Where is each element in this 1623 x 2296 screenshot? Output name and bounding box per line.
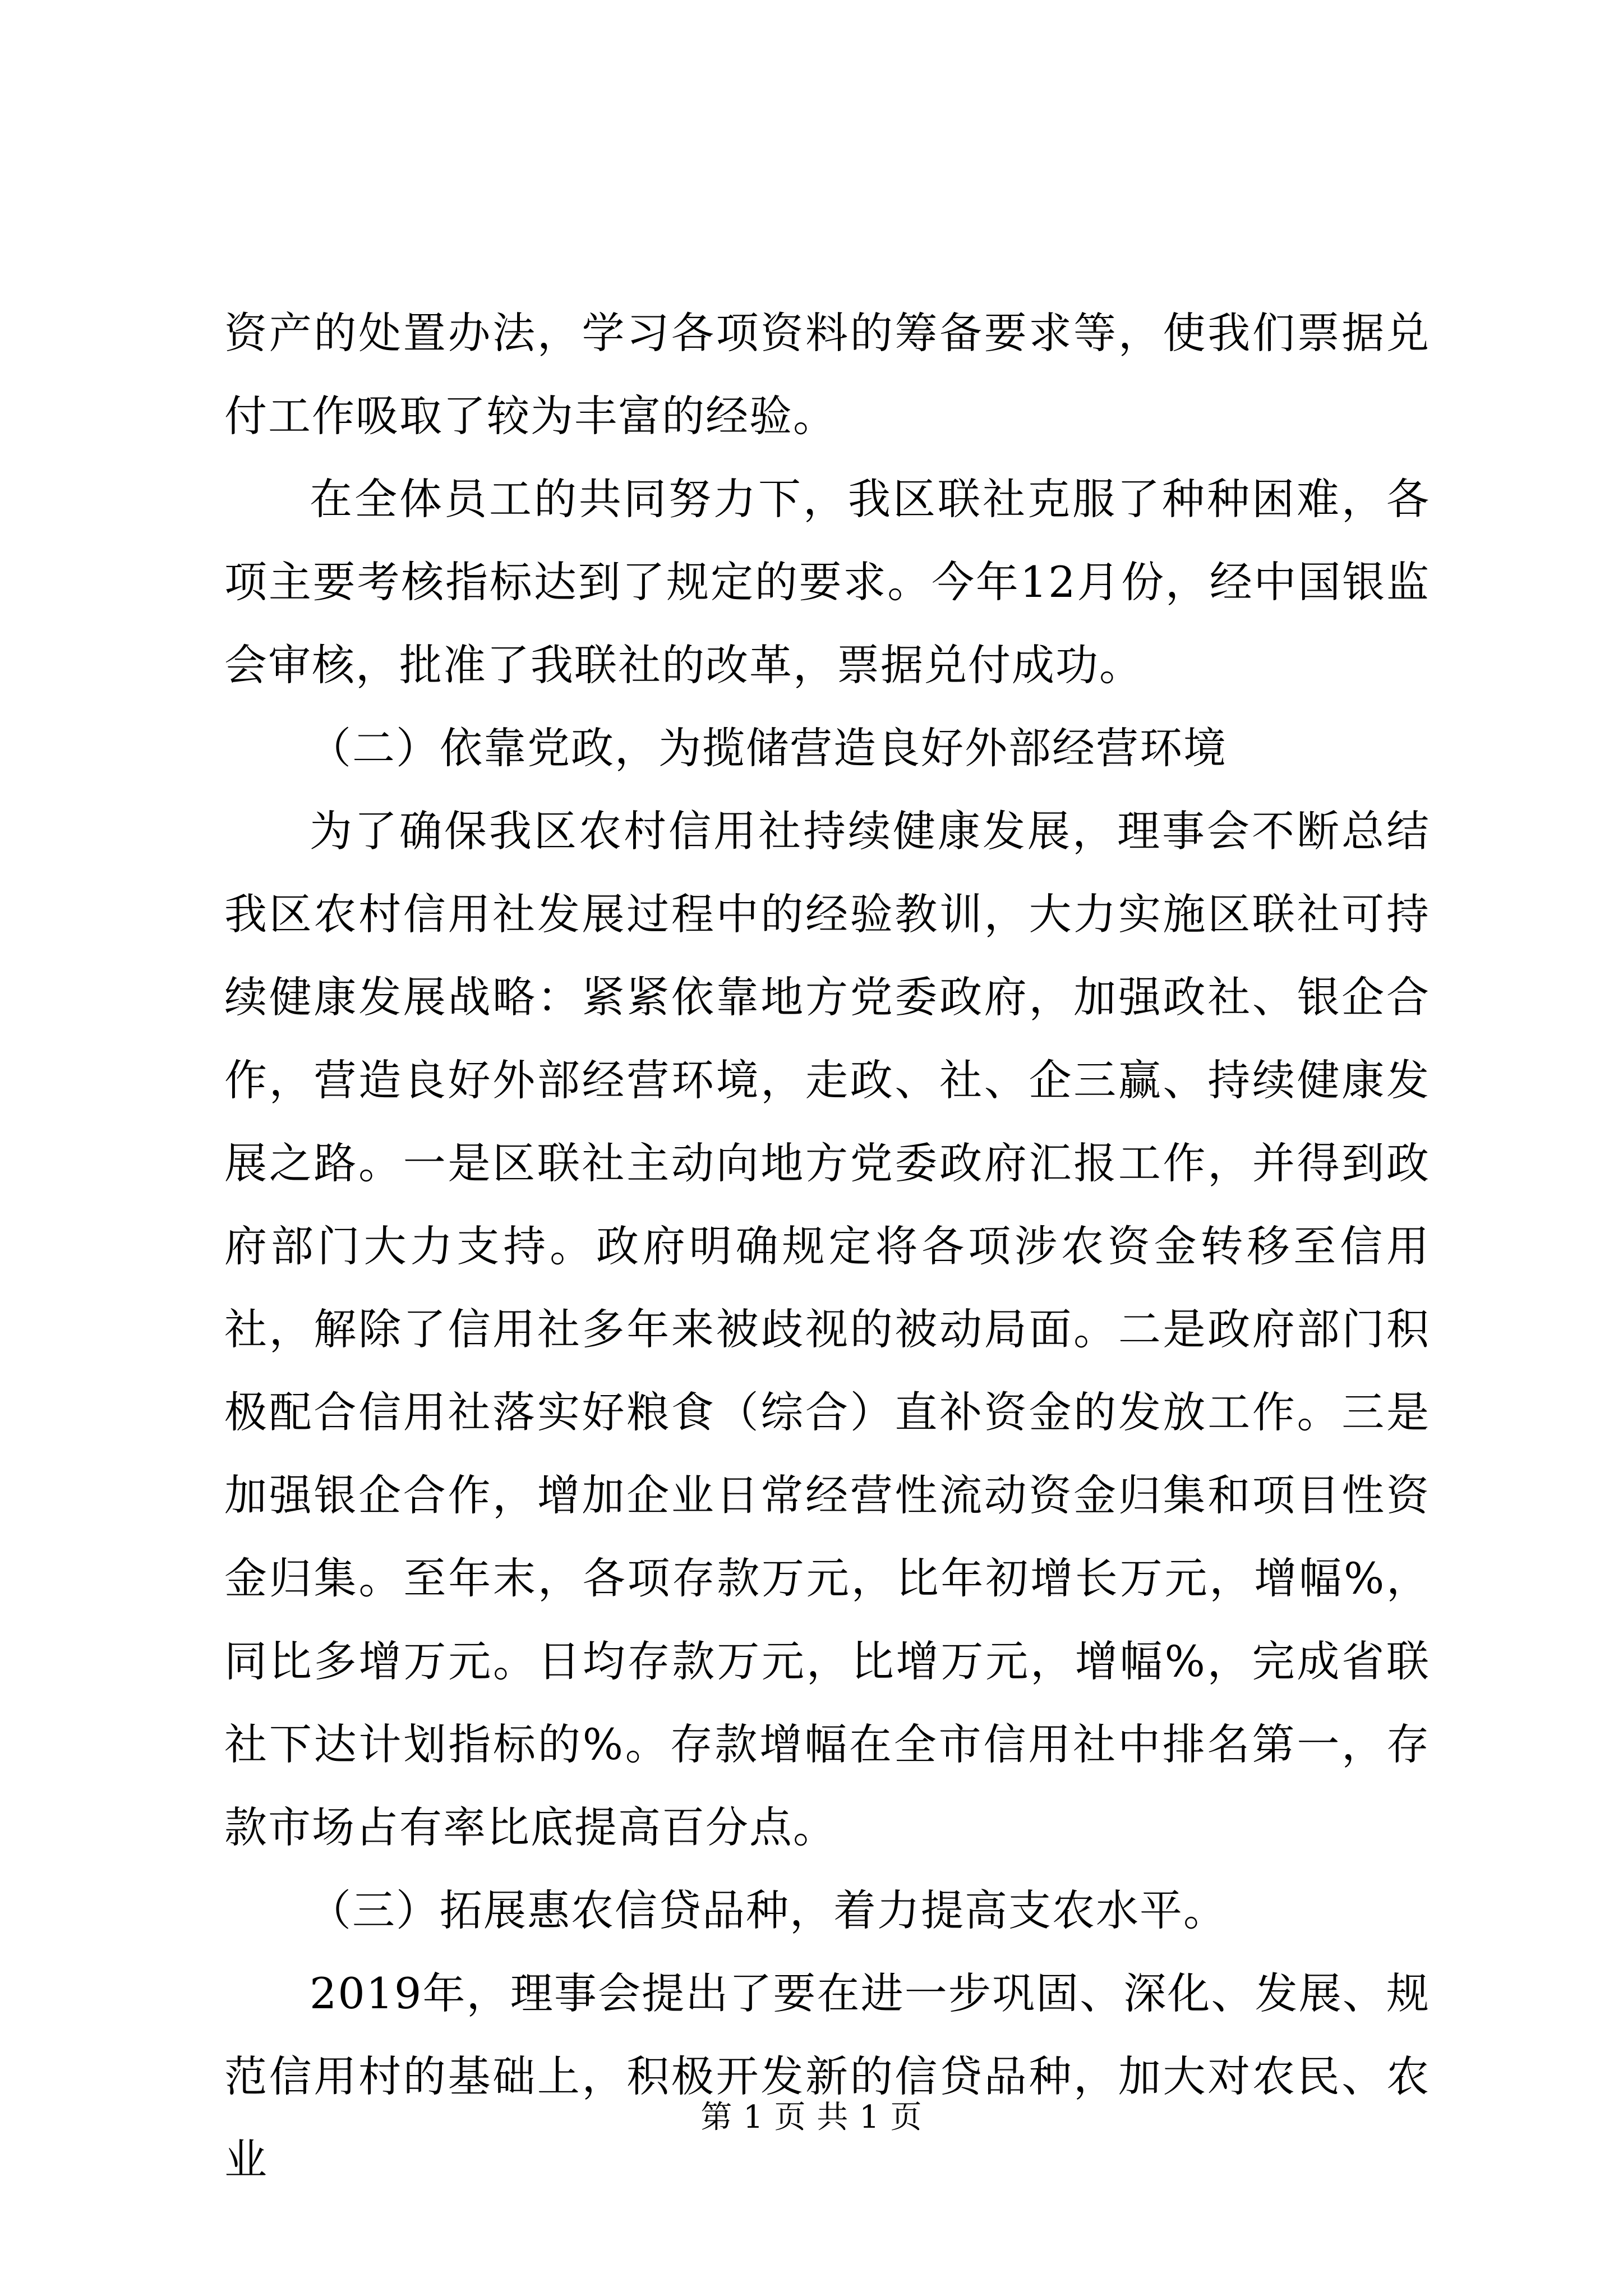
- page-number-label: 第 1 页 共 1 页: [700, 2099, 923, 2136]
- paragraph-continuation: 资产的处置办法，学习各项资料的筹备要求等，使我们票据兑付工作吸取了较为丰富的经验。: [224, 308, 1430, 441]
- paragraph: 为了确保我区农村信用社持续健康发展，理事会不断总结我区农村信用社发展过程中的经验教训，大力实施区联社可持续健康发展战略：紧紧依靠地方党委政府，加强政社、银企合作，营造良好外部经营环境，走政、社、企三赢、持续健康发展之路。一是区联社主动向地方党委政府汇报工作，并得到政府部门大力支持。政府明确规定将各项涉农资金转移至信用社，解除了信用社多年来被歧视的被动局面。二是政府部门积极配合信用社落实好粮食（综合）直补资金的发放工作。三是加强银企合作，增加企业日常经营性流动资金归集和项目性资金归集。至年末，各项存款万元，比年初增长万元，增幅%，同比多增万元。日均存款万元，比增万元，增幅%，完成省联社下达计划指标的%。存款增幅在全市信用社中排名第一，存款市场占有率比底提高百分点。: [224, 806, 1430, 1852]
- paragraph: 2019年，理事会提出了要在进一步巩固、深化、发展、规范信用村的基础上，积极开发新的信贷品种，加大对农民、农业: [224, 1968, 1430, 2184]
- section-heading: （二）依靠党政，为揽储营造良好外部经营环境: [308, 723, 1227, 773]
- document-body: [224, 292, 1430, 2201]
- paragraph: 在全体员工的共同努力下，我区联社克服了种种困难，各项主要考核指标达到了规定的要求。今年12月份，经中国银监会审核，批准了我联社的改革，票据兑付成功。: [224, 474, 1430, 690]
- page-footer: [0, 2098, 1623, 2137]
- section-heading: （三）拓展惠农信贷品种，着力提高支农水平。: [308, 1885, 1227, 1935]
